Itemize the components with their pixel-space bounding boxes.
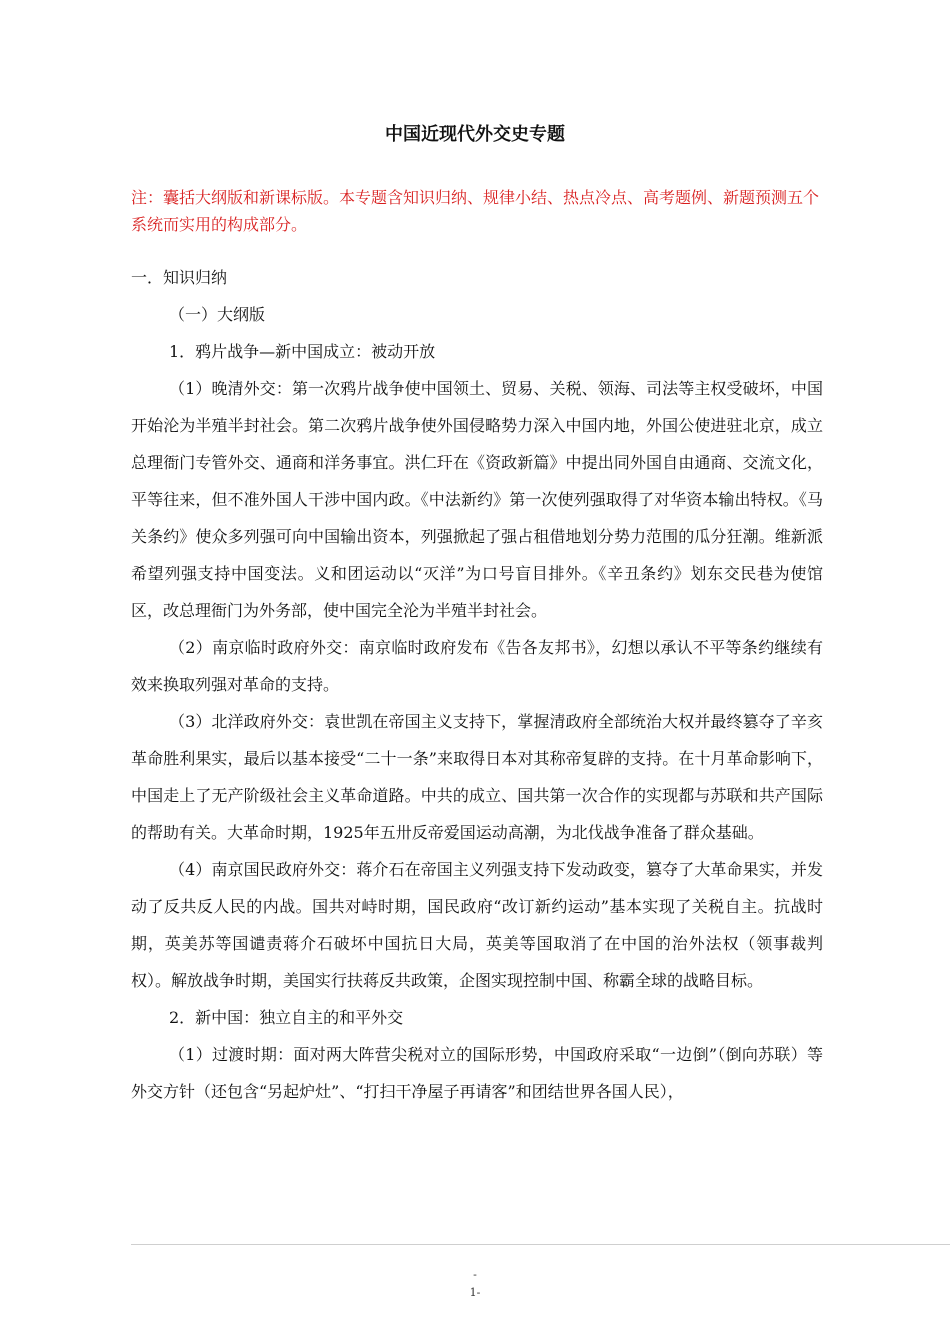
paragraph-late-qing: （1）晚清外交：第一次鸦片战争使中国领土、贸易、关税、领海、司法等主权受破坏，中国开始沦为半殖半封社会。第二次鸦片战争使外国侵略势力深入中国内地，外国公使进驻北京，成立总理衙门专管外交、通商和洋务事宜。洪仁玕在《资政新篇》中提出同外国自由通商、交流文化，平等往来，但不准外国人干涉中国内政。《中法新约》第一次使列强取得了对华资本输出特权。《马关条约》使众多列强可向中国输出资本，列强掀起了强占租借地划分势力范围的瓜分狂潮。维新派希望列强支持中国变法。义和团运动以“灭洋”为口号盲目排外。《辛丑条约》划东交民巷为使馆区，改总理衙门为外务部，使中国完全沦为半殖半封社会。 [131, 379, 823, 620]
page-number: 1- [469, 1286, 481, 1299]
footer-dash: - [473, 1268, 477, 1281]
footer-divider [131, 1244, 950, 1245]
document-title: 中国近现代外交史专题 [385, 124, 565, 145]
subsection-heading: （一）大纲版 [169, 305, 266, 324]
red-note: 注：囊括大纲版和新课标版。本专题含知识归纳、规律小结、热点冷点、高考题例、新题预测五个系统而实用的构成部分。 [131, 188, 820, 234]
document-body [131, 259, 823, 1110]
item-heading-1: 1．鸦片战争—新中国成立：被动开放 [169, 342, 436, 361]
paragraph-nanjing-national: （4）南京国民政府外交：蒋介石在帝国主义列强支持下发动政变，篡夺了大革命果实，并发动了反共反人民的内战。国共对峙时期，国民政府“改订新约运动”基本实现了关税自主。抗战时期，英美苏等国谴责蒋介石破坏中国抗日大局，英美等国取消了在中国的治外法权（领事裁判权）。解放战争时期，美国实行扶蒋反共政策，企图实现控制中国、称霸全球的战略目标。 [131, 860, 823, 990]
paragraph-beiyang: （3）北洋政府外交：袁世凯在帝国主义支持下，掌握清政府全部统治大权并最终篡夺了辛亥革命胜利果实，最后以基本接受“二十一条”来取得日本对其称帝复辟的支持。在十月革命影响下，中国走上了无产阶级社会主义革命道路。中共的成立、国共第一次合作的实现都与苏联和共产国际的帮助有关。大革命时期，1925年五卅反帝爱国运动高潮，为北伐战争准备了群众基础。 [131, 712, 823, 842]
item-heading-2: 2．新中国：独立自主的和平外交 [169, 1008, 404, 1027]
paragraph-transition: （1）过渡时期：面对两大阵营尖税对立的国际形势，中国政府采取“一边倒”（倒向苏联）等外交方针（还包含“另起炉灶”、“打扫干净屋子再请客”和团结世界各国人民）， [131, 1045, 823, 1101]
section-heading: 一．知识归纳 [131, 268, 228, 287]
paragraph-nanjing-provisional: （2）南京临时政府外交：南京临时政府发布《告各友邦书》，幻想以承认不平等条约继续有效来换取列强对革命的支持。 [131, 638, 823, 694]
